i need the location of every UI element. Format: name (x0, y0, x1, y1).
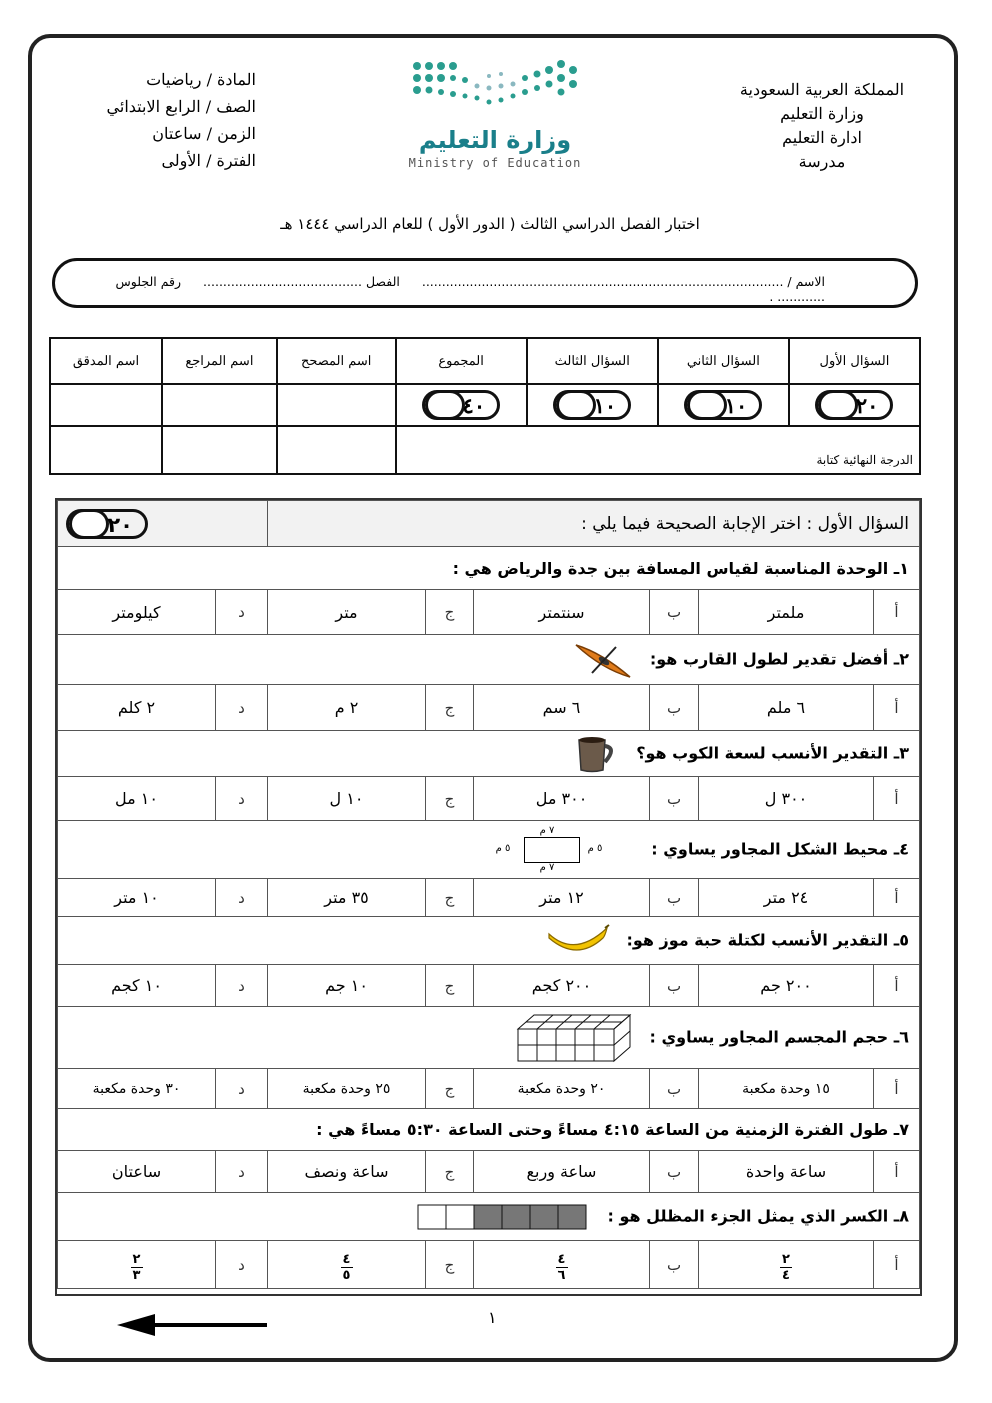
question-text: ٧ـ طول الفترة الزمنية من الساعة ٤:١٥ مساءً وحتى الساعة ٥:٣٠ مساءً هي : (58, 1109, 920, 1151)
grades-header: اسم المراجع (162, 338, 277, 384)
option-letter: أ (874, 965, 920, 1007)
score-badge: ٢٠ (66, 509, 148, 539)
next-page-arrow-icon[interactable] (115, 1310, 271, 1340)
option-letter: ب (650, 965, 699, 1007)
question-row (58, 1007, 920, 1069)
option-letter: أ (874, 1069, 920, 1109)
empty-cell (277, 426, 396, 474)
score-cell (527, 384, 658, 426)
grade-label: الصف / الرابع الابتدائي (106, 97, 256, 116)
ministry-logo (400, 58, 590, 170)
option-a[interactable]: ملمتر (699, 590, 874, 635)
kayak-icon (572, 639, 634, 681)
question-1-title: السؤال الأول : اختر الإجابة الصحيحة فيما يلي : (268, 501, 920, 547)
fraction: $\frac{٤}{٥}$ (341, 1253, 353, 1282)
fraction-bar-icon (416, 1203, 592, 1231)
header-left (96, 66, 256, 174)
option-b[interactable]: ١٢ متر (474, 879, 650, 917)
option-letter: ب (650, 1069, 699, 1109)
option-letter: ب (650, 1151, 699, 1193)
option-c[interactable]: متر (268, 590, 426, 635)
option-b[interactable] (474, 1241, 650, 1289)
option-letter: ب (650, 777, 699, 821)
name-field[interactable]: الاسم / ........................................................................................... (421, 274, 825, 289)
option-d[interactable]: ساعتان (58, 1151, 216, 1193)
question-text: ٥ـ التقدير الأنسب لكتلة حبة موز هو: (626, 930, 909, 949)
ministry-label: وزارة التعليم (780, 104, 864, 123)
score-badge: ٤٠ (422, 390, 500, 420)
time-label: الزمن / ساعتان (152, 124, 256, 143)
grades-header: السؤال الثاني (658, 338, 789, 384)
option-letter: أ (874, 777, 920, 821)
corrector-cell[interactable] (277, 384, 396, 426)
question-1-box (55, 498, 922, 1296)
score-cell (789, 384, 920, 426)
page-number: ١ (488, 1308, 497, 1327)
option-c[interactable]: ١٠ جم (268, 965, 426, 1007)
option-letter: د (216, 1151, 268, 1193)
option-letter: أ (874, 685, 920, 731)
empty-cell (50, 426, 162, 474)
option-c[interactable]: ٢٥ وحدة مكعبة (268, 1069, 426, 1109)
option-b[interactable]: ٣٠٠ مل (474, 777, 650, 821)
question-text: ٨ـ الكسر الذي يمثل الجزء المظلل هو : (607, 1206, 909, 1225)
logo-arabic: وزارة التعليم (418, 126, 572, 154)
rect-label-bottom: ٧ م (539, 861, 555, 873)
option-letter: ج (426, 1069, 474, 1109)
education-admin-label: ادارة التعليم (782, 128, 862, 147)
grades-table (49, 337, 921, 475)
option-a[interactable]: ٢٠٠ جم (699, 965, 874, 1007)
option-d[interactable]: ٢ كلم (58, 685, 216, 731)
grades-header: اسم المدقق (50, 338, 162, 384)
option-letter: أ (874, 1151, 920, 1193)
exam-title: اختبار الفصل الدراسي الثالث ( الدور الأول ) للعام الدراسي ١٤٤٤ هـ (280, 215, 700, 233)
logo-dots-icon (405, 58, 585, 118)
option-a[interactable]: ٦ ملم (699, 685, 874, 731)
option-c[interactable] (268, 1241, 426, 1289)
option-letter: ب (650, 1241, 699, 1289)
kingdom-label: المملكة العربية السعودية (739, 80, 905, 99)
rect-label-top: ٧ م (539, 824, 555, 836)
option-b[interactable]: ساعة وربع (474, 1151, 650, 1193)
score-badge: ١٠ (684, 390, 762, 420)
question-text: ٦ـ حجم المجسم المجاور يساوي : (649, 1027, 909, 1046)
mug-icon (575, 734, 621, 774)
option-letter: أ (874, 879, 920, 917)
rectangle-figure (492, 825, 632, 875)
option-letter: د (216, 1241, 268, 1289)
question-1-table (57, 500, 920, 1289)
empty-cell (162, 426, 277, 474)
question-row (58, 635, 920, 685)
option-d[interactable]: ٣٠ وحدة مكعبة (58, 1069, 216, 1109)
option-letter: ج (426, 777, 474, 821)
option-d[interactable]: ١٠ كجم (58, 965, 216, 1007)
option-letter: ج (426, 1241, 474, 1289)
option-letter: ب (650, 879, 699, 917)
banana-icon (545, 924, 611, 958)
option-a[interactable]: ٢٤ متر (699, 879, 874, 917)
score-cell (396, 384, 527, 426)
cube-blocks-icon (516, 1013, 634, 1063)
fraction: $\frac{٢}{٣}$ (131, 1253, 143, 1282)
option-c[interactable]: ساعة ونصف (268, 1151, 426, 1193)
option-letter: د (216, 590, 268, 635)
option-letter: د (216, 1069, 268, 1109)
question-row (58, 1193, 920, 1241)
option-d[interactable]: ١٠ متر (58, 879, 216, 917)
option-letter: ب (650, 685, 699, 731)
option-b[interactable]: ٢٠ وحدة مكعبة (474, 1069, 650, 1109)
term-label: الفترة / الأولى (161, 151, 256, 170)
option-letter: ج (426, 685, 474, 731)
grades-header: السؤال الأول (789, 338, 920, 384)
question-text: ١ـ الوحدة المناسبة لقياس المسافة بين جدة والرياض هي : (58, 547, 920, 590)
question-text: ٢ـ أفضل تقدير لطول القارب هو: (649, 649, 909, 668)
option-a[interactable]: ٣٠٠ ل (699, 777, 874, 821)
option-letter: ج (426, 965, 474, 1007)
score-cell (658, 384, 789, 426)
option-a[interactable]: ١٥ وحدة مكعبة (699, 1069, 874, 1109)
option-b[interactable]: سنتمتر (474, 590, 650, 635)
option-letter: ج (426, 590, 474, 635)
grades-header: السؤال الثالث (527, 338, 658, 384)
rectangle-shape (524, 837, 580, 863)
question-row (58, 731, 920, 777)
final-grade-written[interactable]: الدرجة النهائية كتابة (396, 426, 920, 474)
fraction: $\frac{٤}{٦}$ (556, 1253, 568, 1282)
question-1-score (58, 501, 268, 547)
seat-field[interactable]: رقم الجلوس ............ . (115, 274, 825, 304)
student-info-box (52, 258, 918, 308)
option-letter: د (216, 879, 268, 917)
rect-label-left: ٥ م (495, 842, 511, 854)
option-letter: ج (426, 879, 474, 917)
question-text: ٤ـ محيط الشكل المجاور يساوي : (651, 839, 909, 858)
question-text: ٣ـ التقدير الأنسب لسعة الكوب هو؟ (636, 743, 909, 762)
logo-english: Ministry of Education (408, 156, 582, 170)
grades-header: المجموع (396, 338, 527, 384)
score-badge: ٢٠ (815, 390, 893, 420)
option-d[interactable]: ١٠ مل (58, 777, 216, 821)
question-row (58, 917, 920, 965)
option-c[interactable]: ٢ م (268, 685, 426, 731)
header-right (722, 78, 922, 174)
option-a[interactable] (699, 1241, 874, 1289)
school-label: مدرسة (798, 152, 846, 171)
option-d[interactable]: كيلومتر (58, 590, 216, 635)
option-letter: أ (874, 1241, 920, 1289)
fraction: $\frac{٢}{٤}$ (780, 1253, 792, 1282)
option-c[interactable]: ٣٥ متر (268, 879, 426, 917)
option-letter: د (216, 685, 268, 731)
option-letter: ج (426, 1151, 474, 1193)
option-b[interactable]: ٦ سم (474, 685, 650, 731)
class-field[interactable]: الفصل ........................................ (203, 274, 400, 289)
subject-label: المادة / رياضيات (146, 70, 256, 89)
option-c[interactable]: ١٠ ل (268, 777, 426, 821)
option-letter: د (216, 777, 268, 821)
rect-label-right: ٥ م (587, 842, 603, 854)
question-row (58, 821, 920, 879)
reviewer-cell[interactable] (162, 384, 277, 426)
option-b[interactable]: ٢٠٠ كجم (474, 965, 650, 1007)
option-letter: ب (650, 590, 699, 635)
auditor-cell[interactable] (50, 384, 162, 426)
option-letter: أ (874, 590, 920, 635)
grades-header: اسم المصحح (277, 338, 396, 384)
score-badge: ١٠ (553, 390, 631, 420)
option-letter: د (216, 965, 268, 1007)
option-d[interactable] (58, 1241, 216, 1289)
option-a[interactable]: ساعة واحدة (699, 1151, 874, 1193)
